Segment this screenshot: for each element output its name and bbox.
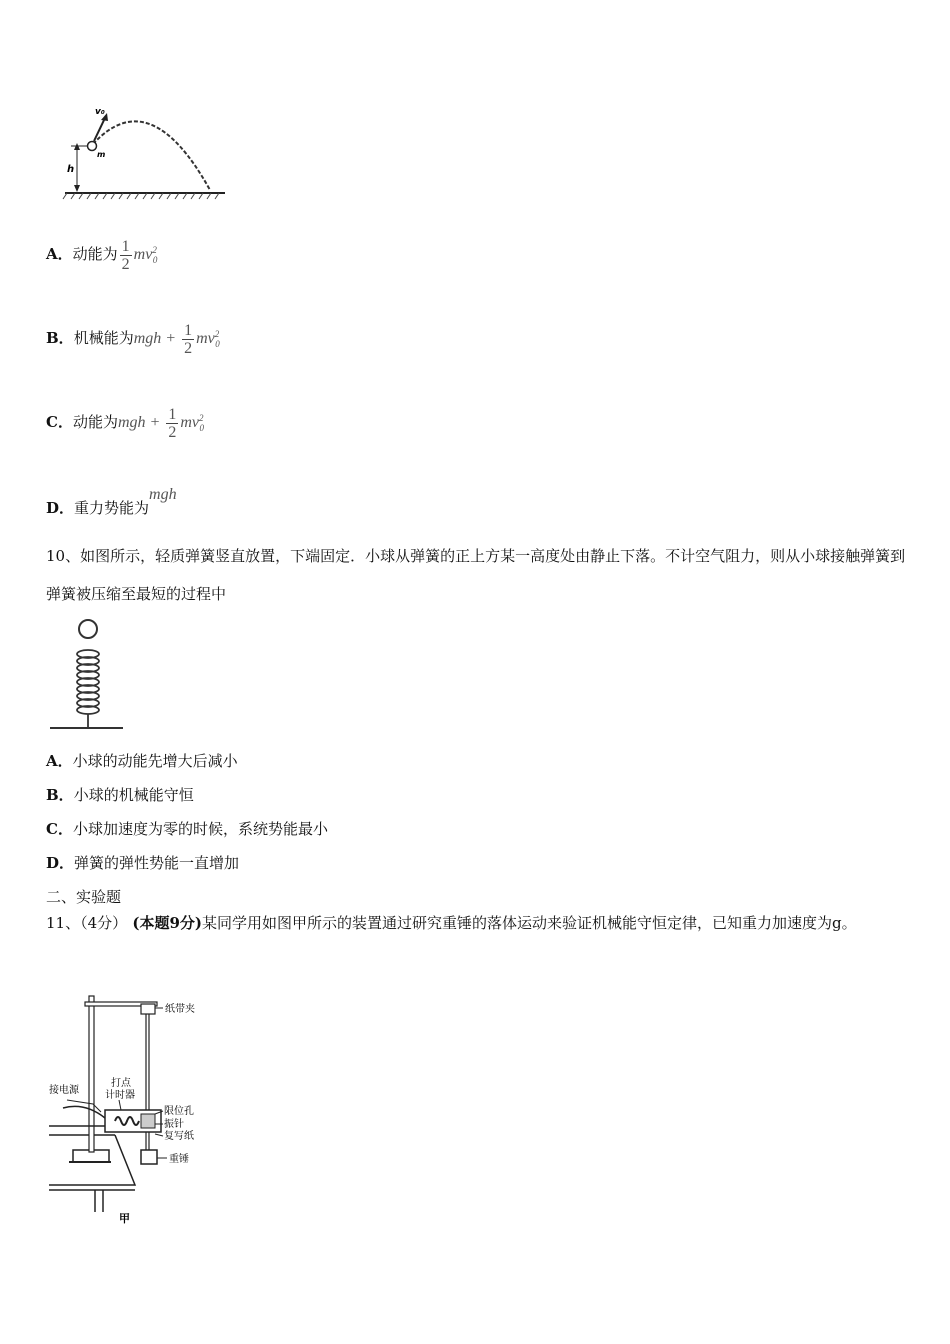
option-text: 机械能为 xyxy=(73,329,134,348)
option-letter: C． xyxy=(46,413,73,432)
timer-label-1: 打点 xyxy=(111,1078,131,1089)
q11-prefix: 11、（4分） xyxy=(46,914,128,932)
spring-figure xyxy=(45,616,130,734)
option-letter: B． xyxy=(46,329,74,348)
velocity-label: v₀ xyxy=(95,107,105,117)
power-label: 接电源 xyxy=(49,1085,79,1096)
q10-option-a xyxy=(46,751,238,771)
apparatus-figure xyxy=(45,990,215,1228)
ball xyxy=(79,620,97,638)
q9-option-d xyxy=(46,486,177,519)
needle-label: 振针 xyxy=(164,1119,184,1130)
option-letter: C． xyxy=(46,820,73,838)
q9-option-b xyxy=(46,322,220,357)
math-sup: 2 xyxy=(214,329,220,340)
option-letter: D． xyxy=(46,499,75,517)
timer-leader xyxy=(119,1100,121,1110)
option-letter: B． xyxy=(46,786,74,804)
q11-bold: (本题9分) xyxy=(127,914,202,932)
q10-option-c xyxy=(46,819,328,839)
q9-option-a xyxy=(46,238,157,273)
timer-plate xyxy=(141,1114,155,1128)
ball xyxy=(88,142,97,151)
math-sub: 0 xyxy=(215,339,220,350)
math-term: mgh + xyxy=(117,414,165,432)
math-term: mv xyxy=(180,414,199,432)
option-text: 动能为 xyxy=(72,245,118,264)
option-text: 小球的机械能守恒 xyxy=(73,786,194,804)
math-sub: 0 xyxy=(152,255,158,266)
option-text: 重力势能为 xyxy=(74,499,150,517)
option-text: 动能为 xyxy=(72,413,118,432)
trajectory xyxy=(93,121,210,190)
q10-option-d xyxy=(46,853,239,873)
spring-coil xyxy=(77,650,99,727)
stand-rod xyxy=(89,996,94,1152)
figure-caption: 甲 xyxy=(119,1212,130,1225)
height-label: h xyxy=(67,164,75,175)
option-letter: A． xyxy=(46,752,73,770)
weight xyxy=(141,1150,157,1164)
option-letter: A． xyxy=(46,245,73,264)
limit-hole-label: 限位孔 xyxy=(164,1106,194,1117)
q9-option-c xyxy=(46,406,204,441)
mass-label: m xyxy=(97,150,106,159)
frac-numerator: 1 xyxy=(168,406,177,423)
q10-stem: 10、如图所示，轻质弹簧竖直放置，下端固定．小球从弹簧的正上方某一高度处由静止下落。不计空气阻力，则从小球接触弹簧到弹簧被压缩至最短的过程中 xyxy=(46,547,906,603)
tape-clip-label: 纸带夹 xyxy=(165,1004,195,1015)
q11-stem xyxy=(46,904,911,942)
math-term: mv xyxy=(196,330,215,348)
frac-numerator: 1 xyxy=(121,238,130,255)
q11-rest: 某同学用如图甲所示的装置通过研究重锤的落体运动来验证机械能守恒定律，已知重力加速度为g。 xyxy=(202,914,857,932)
section-heading: 二、实验题 xyxy=(46,888,122,906)
frac-denominator: 2 xyxy=(168,424,177,441)
height-arrow-head-bottom xyxy=(74,185,80,192)
math-sub: 0 xyxy=(199,423,204,434)
frac-numerator: 1 xyxy=(184,322,193,339)
weight-label: 重锤 xyxy=(169,1154,189,1165)
q10-option-b xyxy=(46,785,194,805)
option-text: 弹簧的弹性势能一直增加 xyxy=(74,854,240,872)
carbon-label: 复写纸 xyxy=(164,1131,194,1142)
frac-denominator: 2 xyxy=(121,256,130,273)
projectile-figure xyxy=(55,100,235,205)
power-cable xyxy=(63,1106,105,1118)
option-text: 小球的动能先增大后减小 xyxy=(72,752,238,770)
math-term: mgh + xyxy=(133,330,181,348)
frac-denominator: 2 xyxy=(184,340,193,357)
option-letter: D． xyxy=(46,854,75,872)
tape-clip xyxy=(141,1004,155,1014)
math-sup: 2 xyxy=(152,245,157,256)
math-term: mv xyxy=(133,246,153,264)
option-text: 小球加速度为零的时候，系统势能最小 xyxy=(72,820,328,838)
math-sup: 2 xyxy=(198,413,204,424)
math-term: mgh xyxy=(149,486,177,503)
timer-label-2: 计时器 xyxy=(105,1090,135,1101)
